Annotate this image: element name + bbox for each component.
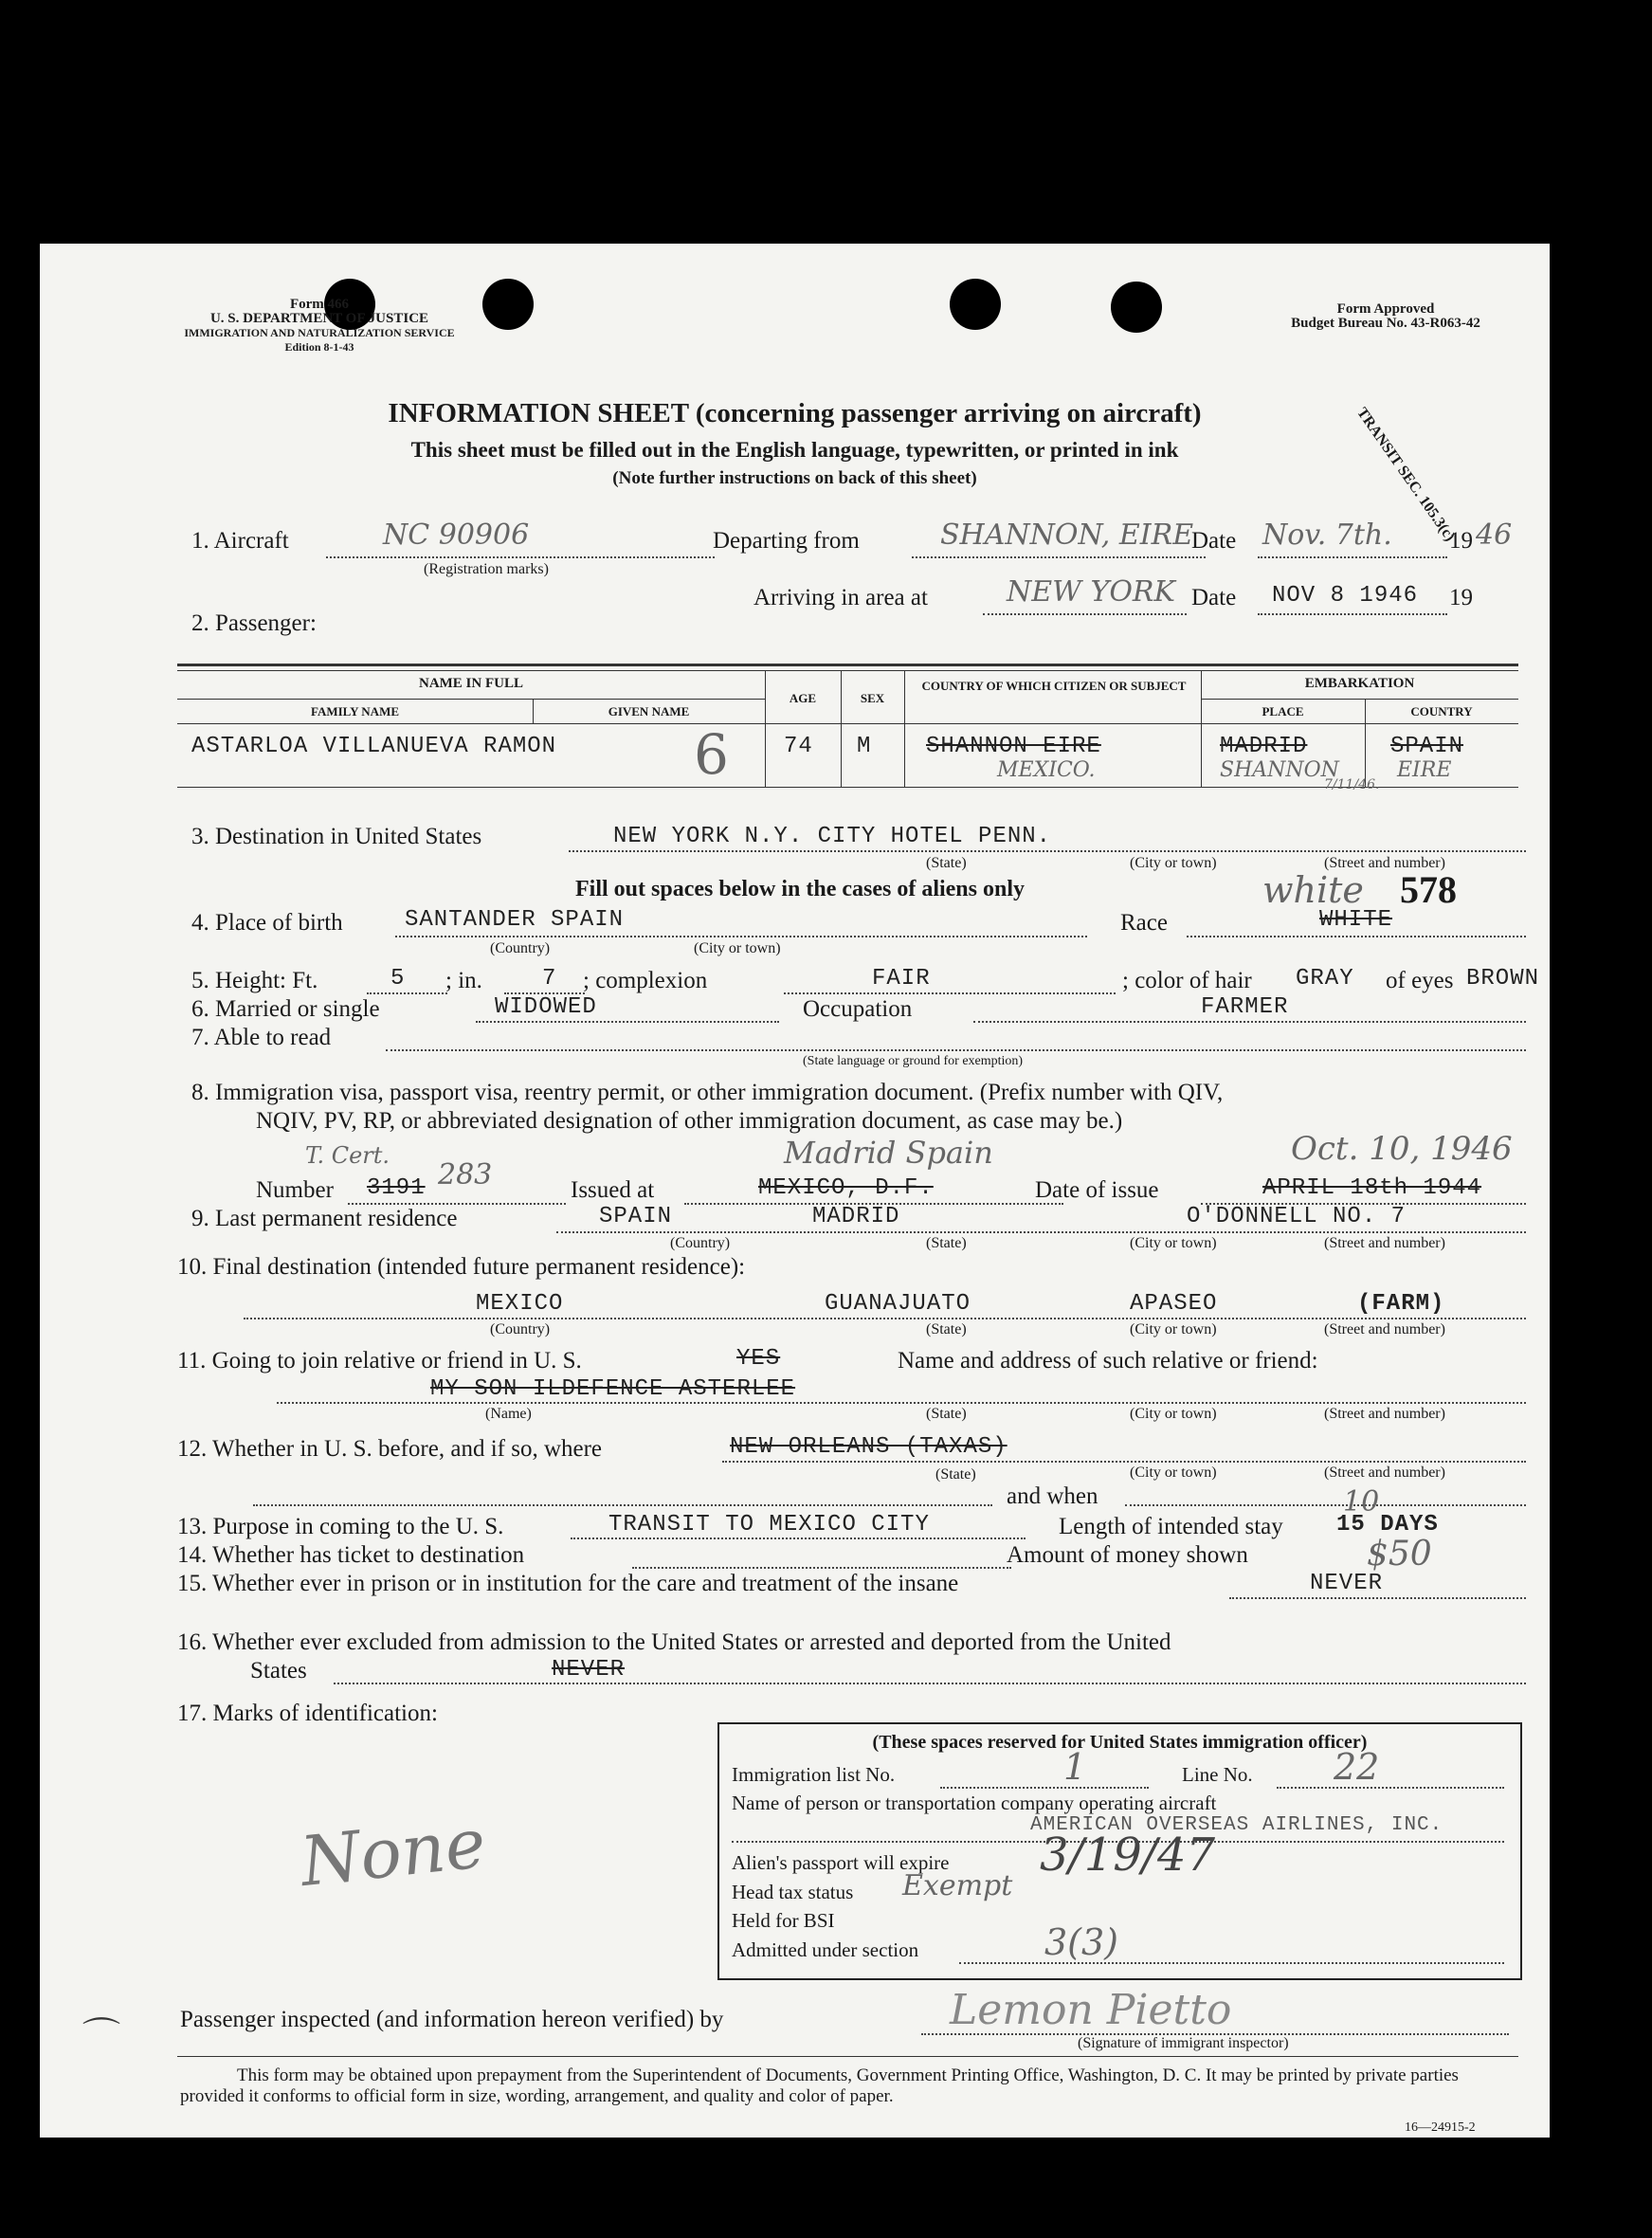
visa-label-1: 8. Immigration visa, passport visa, reentry permit, or other immigration document. (Prefix number with QIV,	[191, 1080, 1224, 1105]
birth-country-caption: (Country)	[490, 940, 551, 956]
officer-heading: (These spaces reserved for United States immigration officer)	[872, 1732, 1368, 1753]
eyes-label: of eyes	[1386, 968, 1454, 993]
departing-year-value: 46	[1476, 519, 1513, 552]
footer-code: 16—24915-2	[1405, 2120, 1476, 2135]
departing-label: Departing from	[713, 528, 860, 554]
passenger-sex: M	[857, 734, 872, 759]
list-value: 1	[1063, 1746, 1087, 1788]
tax-label: Head tax status	[732, 1881, 854, 1903]
visa-number-typed: 3191	[367, 1175, 426, 1201]
marks-value: None	[297, 1803, 490, 1901]
visa-issued-hand: Madrid Spain	[784, 1135, 993, 1171]
punch-hole	[482, 279, 534, 330]
department: U. S. DEPARTMENT OF JUSTICE	[209, 311, 429, 326]
visa-date-hand: Oct. 10, 1946	[1291, 1130, 1513, 1168]
check-mark: 6	[694, 722, 729, 787]
join-state-caption: (State)	[926, 1406, 967, 1422]
passenger-label: 2. Passenger:	[191, 610, 317, 636]
inspector-signature: Lemon Pietto	[950, 1986, 1232, 2034]
purpose-value: TRANSIT TO MEXICO CITY	[608, 1512, 930, 1537]
hair-label: ; color of hair	[1122, 968, 1252, 993]
country-typed: SPAIN	[1390, 734, 1464, 759]
height-label: 5. Height: Ft.	[191, 968, 318, 993]
read-caption: (State language or ground for exemption)	[803, 1054, 1024, 1068]
race-label: Race	[1120, 910, 1168, 936]
destination-street-caption: (Street and number)	[1324, 855, 1445, 871]
page-title: INFORMATION SHEET (concerning passenger arriving on aircraft)	[388, 398, 1202, 428]
inspector-caption: (Signature of immigrant inspector)	[1078, 2035, 1289, 2051]
final-city: APASEO	[1130, 1291, 1218, 1317]
place-date: 7/11/46.	[1324, 777, 1380, 792]
passenger-age: 74	[784, 734, 813, 759]
height-ft: 5	[390, 966, 406, 992]
registration-caption: (Registration marks)	[424, 561, 549, 577]
height-in: 7	[542, 966, 557, 992]
passport-value: 3/19/47	[1040, 1829, 1216, 1882]
join-value: YES	[736, 1346, 781, 1372]
final-destination-label: 10. Final destination (intended future permanent residence):	[177, 1254, 746, 1280]
company-value: AMERICAN OVERSEAS AIRLINES, INC.	[1030, 1814, 1443, 1836]
citizen-typed: SHANNON EIRE	[926, 734, 1101, 759]
race-typed: WHITE	[1319, 907, 1393, 933]
punch-hole	[950, 279, 1001, 330]
line-value: 22	[1334, 1746, 1380, 1788]
join-label: 11. Going to join relative or friend in U. S.	[177, 1348, 582, 1374]
visa-issued-label: Issued at	[571, 1177, 655, 1203]
form-header-left	[163, 298, 476, 355]
final-state: GUANAJUATO	[825, 1291, 971, 1317]
join-street-caption: (Street and number)	[1324, 1406, 1445, 1422]
form-number: Form 466	[289, 297, 350, 312]
complexion-value: FAIR	[872, 966, 931, 992]
arriving-value: NEW YORK	[1007, 575, 1175, 609]
form-header-right	[1262, 302, 1509, 331]
married-label: 6. Married or single	[191, 996, 380, 1022]
excluded-label-2: States	[250, 1658, 307, 1683]
married-value: WIDOWED	[495, 994, 597, 1020]
name-in-full-header: NAME IN FULL	[418, 676, 523, 691]
departing-year-prefix: 19	[1449, 528, 1473, 554]
departing-value: SHANNON, EIRE	[940, 519, 1194, 552]
join-city-caption: (City or town)	[1130, 1406, 1217, 1422]
before-street-caption: (Street and number)	[1324, 1465, 1445, 1481]
given-name-header: GIVEN NAME	[608, 704, 690, 719]
before-when-label: and when	[1007, 1483, 1098, 1509]
tax-value: Exempt	[902, 1869, 1013, 1902]
final-country: MEXICO	[476, 1291, 564, 1317]
before-city-caption: (City or town)	[1130, 1465, 1217, 1481]
excluded-value: NEVER	[552, 1657, 626, 1683]
prison-label: 15. Whether ever in prison or in institution for the care and treatment of the insane	[177, 1571, 959, 1596]
destination-state-caption: (State)	[926, 855, 967, 871]
arriving-date-label: Date	[1191, 585, 1237, 610]
edition: Edition 8-1-43	[284, 340, 354, 354]
arriving-date-value: NOV 8 1946	[1272, 583, 1419, 609]
race-code: 578	[1400, 868, 1457, 911]
marks-label: 17. Marks of identification:	[177, 1701, 438, 1726]
visa-number-label: Number	[256, 1177, 334, 1203]
form-sheet	[40, 244, 1550, 2138]
ticket-label: 14. Whether has ticket to destination	[177, 1542, 525, 1568]
before-value: NEW ORLEANS (TAXAS)	[730, 1434, 1008, 1460]
prison-value: NEVER	[1310, 1571, 1384, 1596]
arriving-year: 19	[1449, 585, 1473, 610]
stay-label: Length of intended stay	[1059, 1514, 1283, 1539]
page-subtitle: This sheet must be filled out in the English language, typewritten, or printed in ink	[410, 438, 1179, 462]
final-state-caption: (State)	[926, 1321, 967, 1337]
passport-label: Alien's passport will expire	[732, 1851, 950, 1874]
residence-street: O'DONNELL NO. 7	[1187, 1204, 1407, 1229]
hair-value: GRAY	[1296, 966, 1354, 992]
destination-city-caption: (City or town)	[1130, 855, 1217, 871]
money-value: $50	[1367, 1535, 1432, 1574]
height-in-label: ; in.	[445, 968, 482, 993]
residence-country-caption: (Country)	[670, 1235, 731, 1251]
place-hand: SHANNON	[1220, 758, 1339, 782]
aircraft-value: NC 90906	[383, 519, 530, 552]
final-city-caption: (City or town)	[1130, 1321, 1217, 1337]
complexion-label: ; complexion	[583, 968, 708, 993]
race-hand: white	[1262, 869, 1364, 911]
visa-number-prefix: T. Cert.	[305, 1142, 390, 1169]
footer-text: This form may be obtained upon prepayment from the Superintendent of Documents, Government Printing Office, Washington, D. C. It may be printed by private parties provided it conforms to official form in size, wording, arrangement, and quality and color of paper.	[180, 2065, 1459, 2106]
departing-date-value: Nov. 7th.	[1262, 519, 1392, 552]
place-header: PLACE	[1262, 704, 1304, 719]
read-label: 7. Able to read	[191, 1025, 332, 1050]
visa-label-2: NQIV, PV, RP, or abbreviated designation of other immigration document, as case may be.)	[256, 1108, 1123, 1134]
age-header: AGE	[789, 691, 817, 705]
inspected-label: Passenger inspected (and information hereon verified) by	[180, 2007, 724, 2032]
residence-street-caption: (Street and number)	[1324, 1235, 1445, 1251]
visa-number-hand: 283	[438, 1158, 493, 1192]
transit-stamp: TRANSIT SEC. 105.3(c)	[1353, 405, 1459, 545]
country-hand: EIRE	[1397, 758, 1452, 782]
before-state-caption: (State)	[935, 1466, 976, 1483]
form-approved: Form Approved	[1336, 301, 1435, 317]
passenger-name: ASTARLOA VILLANUEVA RAMON	[191, 734, 557, 759]
join-name: MY SON ILDEFENCE ASTERLEE	[430, 1376, 796, 1402]
join-name-caption: (Name)	[485, 1406, 532, 1422]
final-country-caption: (Country)	[490, 1321, 551, 1337]
arriving-label: Arriving in area at	[753, 585, 928, 610]
residence-state: MADRID	[812, 1204, 900, 1229]
visa-date-typed: APRIL 18th 1944	[1262, 1175, 1482, 1201]
stay-typed: 15 DAYS	[1336, 1512, 1439, 1537]
service: IMMIGRATION AND NATURALIZATION SERVICE	[184, 326, 455, 339]
punch-hole	[1111, 282, 1162, 333]
destination-label: 3. Destination in United States	[191, 824, 482, 849]
birth-value: SANTANDER SPAIN	[405, 907, 625, 933]
final-street-caption: (Street and number)	[1324, 1321, 1445, 1337]
aircraft-label: 1. Aircraft	[191, 528, 289, 554]
before-label: 12. Whether in U. S. before, and if so, where	[177, 1436, 603, 1462]
money-label: Amount of money shown	[1007, 1542, 1248, 1568]
country-header: COUNTRY	[1410, 704, 1473, 719]
birth-label: 4. Place of birth	[191, 910, 343, 936]
embarkation-header: EMBARKATION	[1304, 676, 1415, 691]
occupation-label: Occupation	[803, 996, 913, 1022]
citizen-hand: MEXICO.	[997, 758, 1096, 782]
excluded-label-1: 16. Whether ever excluded from admission to the United States or arrested and deported from the United	[177, 1629, 1171, 1655]
line-label: Line No.	[1182, 1763, 1253, 1786]
place-typed: MADRID	[1220, 734, 1308, 759]
sex-header: SEX	[860, 691, 885, 705]
departing-date-label: Date	[1191, 528, 1237, 554]
visa-issued-typed: MEXICO, D.F.	[758, 1175, 934, 1201]
stay-hand: 10	[1343, 1485, 1380, 1519]
section-label: Admitted under section	[732, 1938, 919, 1961]
residence-country: SPAIN	[599, 1204, 673, 1229]
residence-label: 9. Last permanent residence	[191, 1206, 458, 1231]
destination-value: NEW YORK N.Y. CITY HOTEL PENN.	[613, 824, 1052, 849]
section-value: 3(3)	[1044, 1921, 1119, 1963]
visa-date-label: Date of issue	[1035, 1177, 1159, 1203]
birth-city-caption: (City or town)	[694, 940, 781, 956]
residence-city-caption: (City or town)	[1130, 1235, 1217, 1251]
final-street: (FARM)	[1357, 1291, 1445, 1317]
aliens-heading: Fill out spaces below in the cases of aliens only	[575, 877, 1026, 901]
margin-mark: ⌒	[82, 2015, 120, 2058]
family-name-header: FAMILY NAME	[310, 704, 400, 719]
eyes-value: BROWN	[1466, 966, 1540, 992]
bsi-label: Held for BSI	[732, 1909, 835, 1932]
budget-number: Budget Bureau No. 43-R063-42	[1291, 316, 1480, 331]
join-name-label: Name and address of such relative or friend:	[898, 1348, 1318, 1374]
company-label: Name of person or transportation company operating aircraft	[732, 1792, 1217, 1814]
list-label: Immigration list No.	[732, 1763, 896, 1786]
residence-state-caption: (State)	[926, 1235, 967, 1251]
occupation-value: FARMER	[1201, 994, 1289, 1020]
purpose-label: 13. Purpose in coming to the U. S.	[177, 1514, 504, 1539]
citizen-header: COUNTRY OF WHICH CITIZEN OR SUBJECT	[921, 679, 1187, 693]
page-note: (Note further instructions on back of this sheet)	[612, 468, 977, 488]
